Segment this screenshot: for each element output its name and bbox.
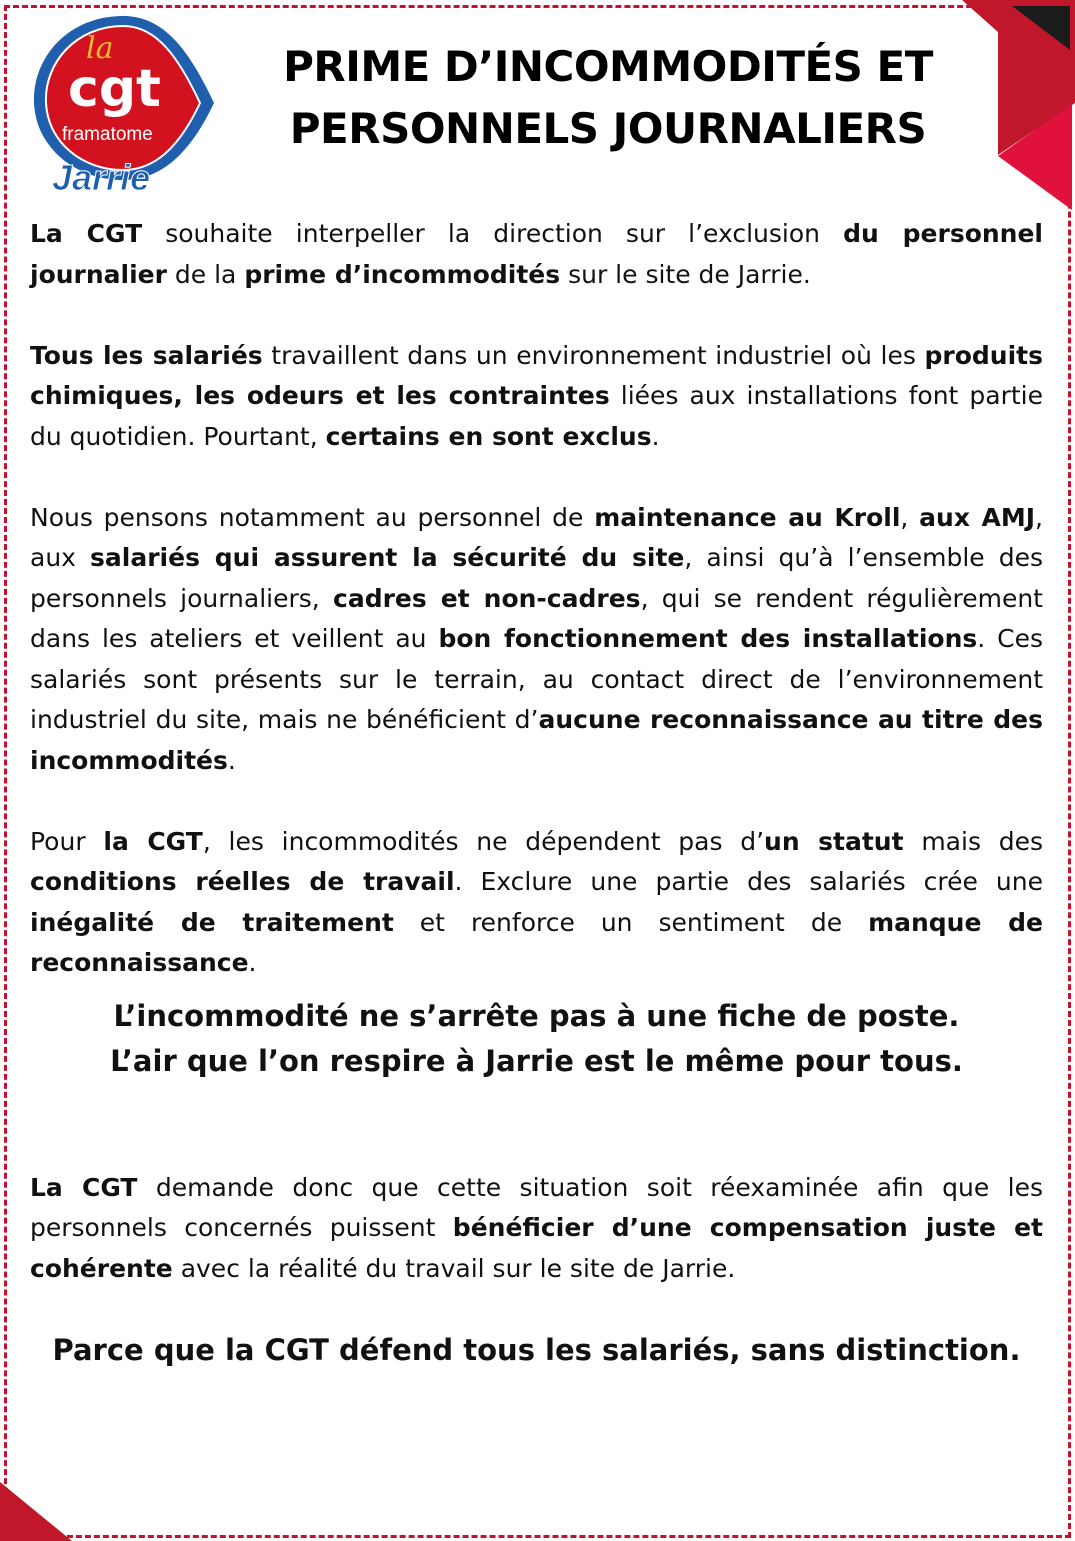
paragraph-2 (30, 336, 1043, 458)
bold-text: La CGT (30, 1172, 138, 1202)
slogan (30, 994, 1043, 1084)
text: . Exclure une partie des salariés crée une (454, 867, 1044, 896)
bold-text: manque de reconnaissance (30, 907, 1044, 977)
corner-decoration-bottom-left (0, 1470, 80, 1541)
logo-cgt: cgt (68, 59, 161, 119)
title-line-1: PRIME D’INCOMMODITÉS ET (283, 42, 933, 91)
closing-paragraph (30, 1168, 1043, 1290)
bold-text: La CGT (30, 219, 143, 248)
text: , qui se rendent régulièrement dans les ateliers et veillent au (30, 583, 1043, 653)
text: , (900, 502, 920, 532)
text: . Ces salariés sont présents sur le terrain, au contact direct de l’environnement industriel du site, mais ne bénéficient d’ (30, 624, 1043, 734)
bold-text: produits chimiques, les odeurs et les contraintes (30, 340, 1043, 410)
logo-company: framatome (62, 124, 153, 145)
text: de la (166, 259, 245, 289)
bold-text: bénéficier d’une compensation juste et cohérente (30, 1213, 1043, 1283)
slogan-line-2: L’air que l’on respire à Jarrie est le même pour tous. (110, 1043, 963, 1078)
bold-text: aucune reconnaissance au titre des incommodités (30, 705, 1043, 775)
text: sur le site de Jarrie. (560, 259, 811, 289)
text: Pour (30, 826, 104, 856)
bold-text: aux AMJ (919, 502, 1036, 532)
slogan-line-1: L’incommodité ne s’arrête pas à une fiche de poste. (113, 998, 960, 1033)
bold-text: maintenance au Kroll (594, 502, 901, 532)
text: . (227, 745, 236, 775)
bold-text: inégalité de traitement (30, 907, 394, 937)
text: , aux (30, 502, 1043, 572)
text: souhaite interpeller la direction sur l’exclusion (142, 219, 844, 248)
bold-text: prime d’incommodités (244, 259, 561, 289)
bold-text: bon fonctionnement des installations (438, 624, 978, 653)
bold-text: salariés qui assurent la sécurité du site (90, 543, 685, 572)
cgt-logo (28, 8, 218, 198)
bold-text: conditions réelles de travail (30, 867, 455, 896)
paragraph-1 (30, 214, 1043, 295)
bold-text: du personnel journalier (30, 219, 1043, 289)
paragraph-3 (30, 498, 1043, 782)
document-body (30, 214, 1043, 1370)
text: , ainsi qu’à l’ensemble des personnels journaliers, (30, 543, 1043, 613)
text: . (651, 421, 660, 451)
text: mais des (903, 826, 1044, 856)
text: travaillent dans un environnement industriel où les (262, 340, 925, 370)
bold-text: un statut (764, 826, 904, 856)
bold-text: la CGT (103, 826, 203, 856)
text: , les incommodités ne dépendent pas d’ (202, 826, 765, 856)
text: . (248, 948, 257, 977)
logo-site: Jarrie (52, 157, 151, 198)
paragraph-4 (30, 822, 1043, 984)
text: liées aux installations font partie du quotidien. Pourtant, (30, 381, 1043, 451)
page-title (250, 36, 966, 160)
title-line-2: PERSONNELS JOURNALIERS (289, 104, 927, 153)
text: demande donc que cette situation soit réexaminée afin que les personnels concernés puissent (30, 1172, 1043, 1242)
text: avec la réalité du travail sur le site de Jarrie. (172, 1253, 736, 1283)
final-statement: Parce que la CGT défend tous les salariés, sans distinction. (52, 1332, 1021, 1367)
bold-text: cadres et non-cadres (333, 583, 641, 613)
text: Nous pensons notamment au personnel de (30, 502, 595, 532)
logo-la: la (86, 31, 114, 66)
bold-text: Tous les salariés (30, 340, 263, 370)
text: et renforce un sentiment de (393, 907, 869, 937)
bold-text: certains en sont exclus (325, 421, 652, 451)
